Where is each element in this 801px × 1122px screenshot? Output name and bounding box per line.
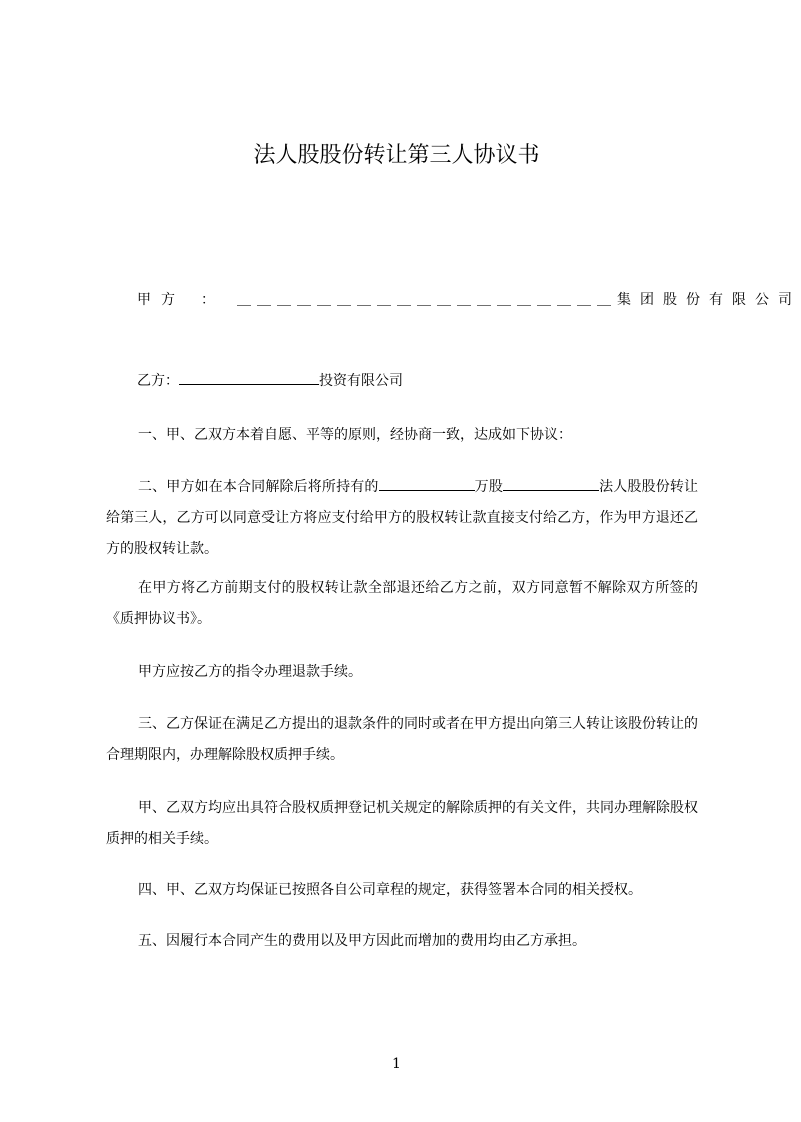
clause-2b: 在甲方将乙方前期支付的股权转让款全部退还给乙方之前，双方同意暂不解除双方所签的《质押协议书》。	[106, 580, 698, 627]
shares-type-blank	[503, 476, 599, 491]
clause-1: 一、甲、乙双方本着自愿、平等的原则，经协商一致，达成如下协议：	[138, 427, 572, 443]
party-a-line	[137, 289, 801, 311]
clause-2-part3: 法人股股份转让给第三人，乙方可以同意受让方将应支付给甲方的股权转让款直接支付给乙方，作为甲方退还乙方的股权转让款。	[106, 479, 699, 557]
party-a-suffix: 集团股份有限公司	[617, 292, 801, 308]
party-a-colon: ：	[201, 292, 215, 308]
party-a-blank: ＿＿＿＿＿＿＿＿＿＿＿＿＿＿＿＿＿＿＿	[237, 292, 617, 308]
page-number: 1	[392, 1056, 401, 1072]
shares-amount-blank	[379, 476, 475, 491]
clause-5: 五、因履行本合同产生的费用以及甲方因此而增加的费用均由乙方承担。	[138, 933, 586, 949]
clause-2-part1: 二、甲方如在本合同解除后将所持有的	[138, 479, 379, 495]
clause-2	[106, 472, 698, 565]
clause-3b: 甲、乙双方均应出具符合股权质押登记机关规定的解除质押的有关文件，共同办理解除股权质押的相关手续。	[106, 800, 698, 847]
party-b-suffix: 投资有限公司	[319, 373, 403, 389]
party-a-label: 甲方	[137, 292, 185, 308]
clause-4: 四、甲、乙双方均保证已按照各自公司章程的规定，获得签署本合同的相关授权。	[138, 882, 642, 898]
document-title: 法人股股份转让第三人协议书	[253, 143, 540, 168]
clause-2c: 甲方应按乙方的指令办理退款手续。	[138, 664, 362, 680]
party-b-label: 乙方：	[137, 373, 179, 389]
party-b-line	[137, 370, 403, 392]
clause-3: 三、乙方保证在满足乙方提出的退款条件的同时或者在甲方提出向第三人转让该股份转让的合理期限内，办理解除股权质押手续。	[106, 716, 698, 763]
party-b-blank	[179, 370, 319, 385]
clause-2-part2: 万股	[474, 479, 503, 495]
